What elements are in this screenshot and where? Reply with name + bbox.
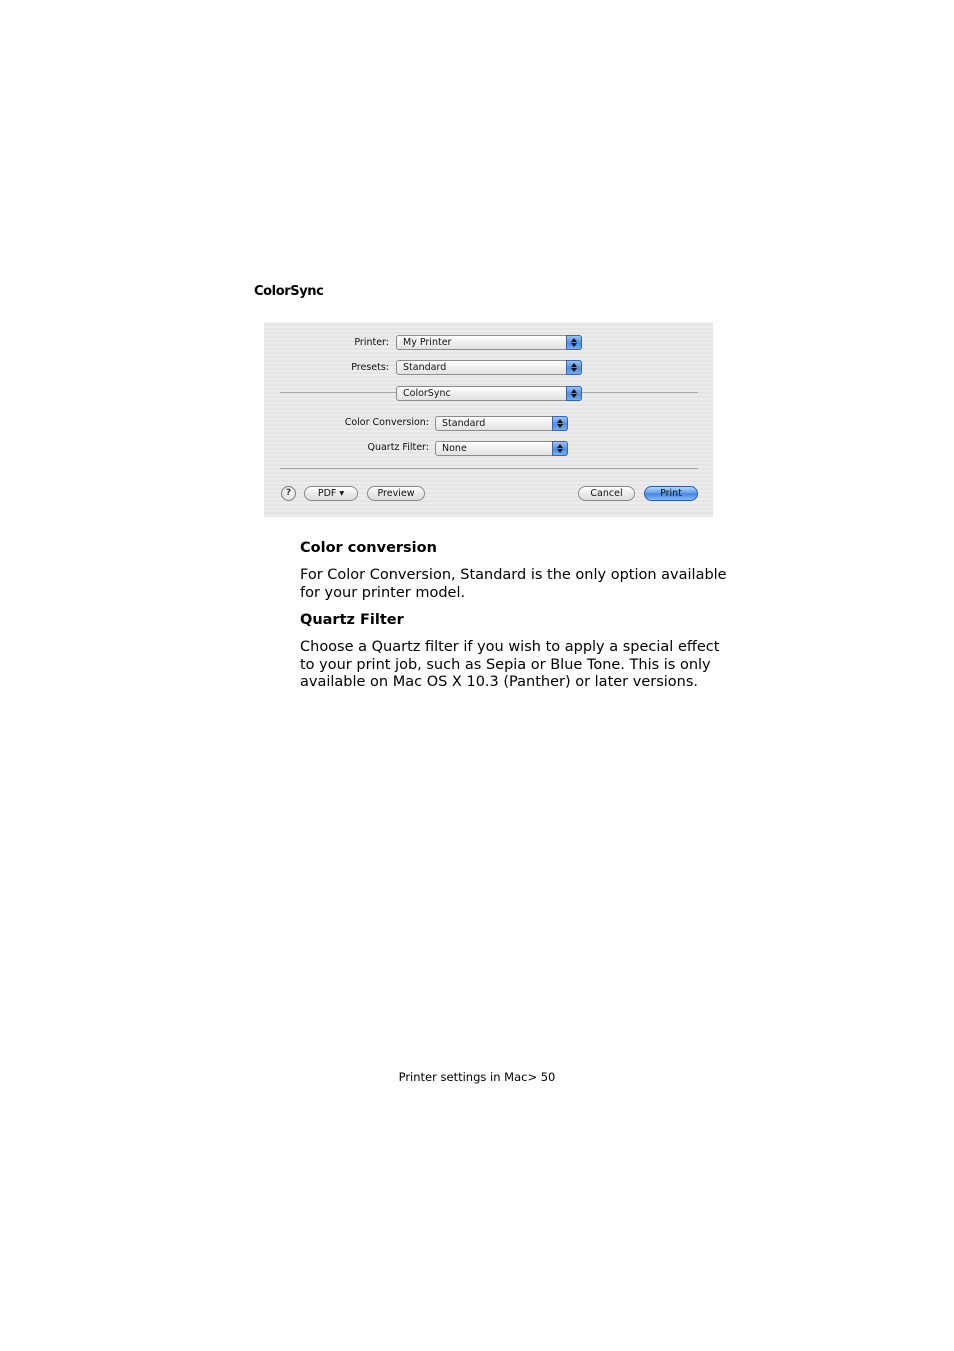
color-conversion-text: For Color Conversion, Standard is the only option available for your printer model. <box>300 567 727 601</box>
help-icon[interactable]: ? <box>281 486 296 501</box>
cancel-button[interactable]: Cancel <box>578 486 635 501</box>
print-button[interactable]: Print <box>644 486 698 501</box>
printer-popup[interactable] <box>396 335 582 350</box>
section-title: ColorSync <box>254 284 324 299</box>
popup-arrows-icon <box>552 416 568 431</box>
color-conversion-value: Standard <box>442 418 486 429</box>
popup-arrows-icon <box>566 335 582 350</box>
printer-label: Printer: <box>354 337 389 348</box>
presets-value: Standard <box>403 362 447 373</box>
presets-popup[interactable] <box>396 360 582 375</box>
color-conversion-popup[interactable] <box>435 416 568 431</box>
popup-arrows-icon <box>566 360 582 375</box>
quartz-filter-popup[interactable] <box>435 441 568 456</box>
bottom-divider <box>280 468 698 469</box>
printer-value: My Printer <box>403 337 452 348</box>
quartz-filter-label: Quartz Filter: <box>367 442 429 453</box>
popup-arrows-icon <box>566 386 582 401</box>
print-dialog <box>264 322 713 517</box>
divider-right <box>582 392 698 393</box>
page-footer: Printer settings in Mac> 50 <box>398 1070 556 1084</box>
color-conversion-label: Color Conversion: <box>344 417 429 428</box>
color-conversion-heading: Color conversion <box>300 540 437 556</box>
preview-button[interactable]: Preview <box>367 486 425 501</box>
divider-left <box>280 392 396 393</box>
quartz-filter-text: Choose a Quartz filter if you wish to apply a special effect to your print job, such as Sepia or Blue Tone. This is only available on Mac OS X 10.3 (Panther) or later versions. <box>300 639 720 690</box>
quartz-filter-value: None <box>442 443 467 454</box>
popup-arrows-icon <box>552 441 568 456</box>
panel-popup[interactable] <box>396 386 582 401</box>
presets-label: Presets: <box>351 362 389 373</box>
panel-value: ColorSync <box>403 388 451 399</box>
quartz-filter-heading: Quartz Filter <box>300 612 404 628</box>
pdf-button[interactable]: PDF ▾ <box>304 486 358 501</box>
